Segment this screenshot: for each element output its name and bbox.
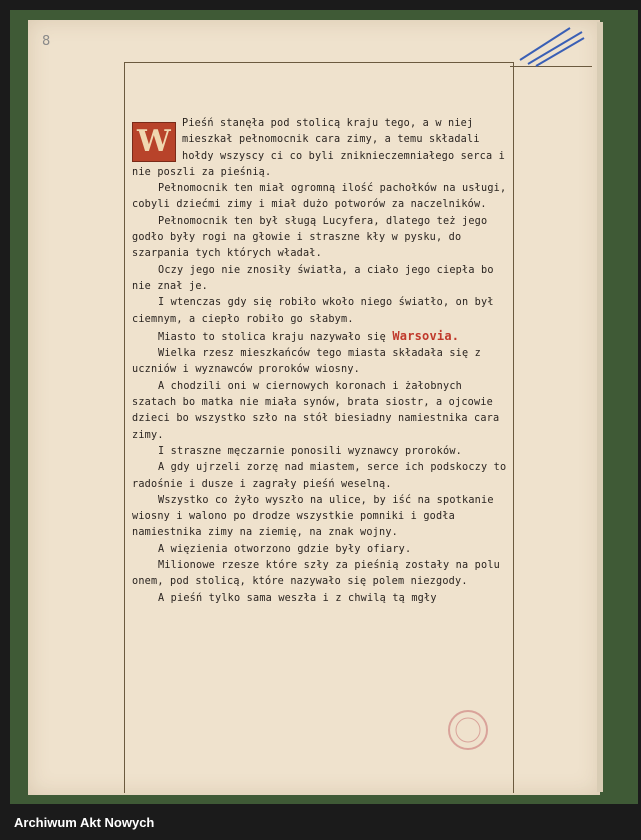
city-name: Warsovia. [392, 328, 460, 343]
paragraph-6 [132, 328, 508, 346]
folio-number: 8 [42, 34, 51, 49]
paragraph-14: A pieśń tylko sama weszła i z chwilą tą mgły [158, 592, 437, 604]
paragraph-13: Milionowe rzesze które szły za pieśnią zostały na polu onem, pod stolicą, które nazywało się polem niezgody. [132, 560, 501, 588]
paragraph-7: Wielka rzesz mieszkańców tego miasta składała się z uczniów i wyznawców proroków wiosny. [132, 348, 482, 376]
paragraph-5: I wtenczas gdy się robiło wkoło niego światło, on był ciemnym, a ciepło robiło go słabym. [132, 297, 494, 325]
archive-name: Archiwum Akt Nowych [14, 815, 155, 830]
paragraph-1-text: Pieśń stanęła pod stolicą kraju tego, a w niej mieszkał pełnomocnik cara zimy, a temu składali hołdy wszyscy ci co byli zniknieczemniałego serca i nie poszli za pieśnią. [132, 118, 506, 178]
illuminated-initial: W [132, 122, 176, 162]
paragraph-2: Pełnomocnik ten miał ogromną ilość pachołków na usługi, cobyli dziećmi zimy i miał dużo potworów za naczelników. [132, 183, 507, 211]
paragraph-6-text: Miasto to stolica kraju nazywało się [158, 331, 387, 343]
page-edge [597, 22, 603, 792]
paragraph-8: A chodzili oni w ciernowych koronach i żałobnych szatach bo matka nie miała synów, brata siostr, a ojcowie dzieci bo wszystko szło na stół biesiadny namiestnika cara zimy. [132, 380, 500, 441]
paragraph-10: A gdy ujrzeli zorzę nad miastem, serce ich podskoczy to radośnie i dusze i zagrały pieśń weselną. [132, 462, 507, 490]
archive-stamp-icon [446, 708, 490, 752]
paragraph-1 [132, 116, 508, 181]
paragraph-9: I straszne męczarnie ponosili wyznawcy proroków. [158, 445, 463, 457]
manuscript-text [132, 116, 508, 607]
paragraph-11: Wszystko co żyło wyszło na ulice, by iść na spotkanie wiosny i walono po drodze wszystkie pomniki i godła namiestnika zimy na ziemię, na znak wojny. [132, 494, 494, 539]
paragraph-4: Oczy jego nie znosiły światła, a ciało jego ciepła bo nie znał je. [132, 264, 494, 292]
paragraph-12: A więzienia otworzono gdzie były ofiary. [158, 543, 412, 555]
paragraph-3: Pełnomocnik ten był sługą Lucyfera, dlatego też jego godło były rogi na głowie i straszne kły w pysku, do szarpania tych których władał. [132, 215, 488, 260]
pencil-mark-icon [516, 24, 588, 68]
